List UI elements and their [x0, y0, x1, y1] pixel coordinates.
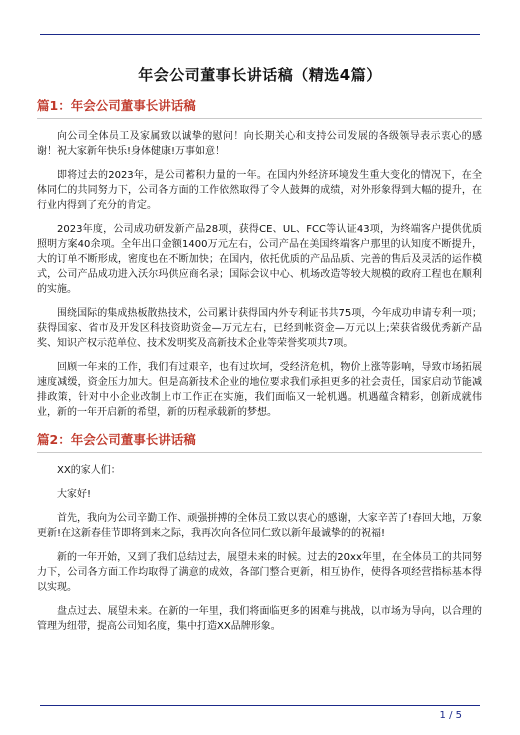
paragraph: 首先，我向为公司辛勤工作、顽强拼搏的全体员工致以衷心的感谢，大家辛苦了!春回大地，万象更新!在这新春佳节即将到来之际，我再次向各位同仁致以新年最诚挚的的祝福! [37, 513, 482, 539]
paragraph: 向公司全体员工及家属致以诚挚的慰问！向长期关心和支持公司发展的各级领导表示衷心的感谢！祝大家新年快乐!身体健康!万事如意！ [37, 131, 482, 157]
header-rule [40, 34, 480, 35]
paragraph: 回顾一年来的工作，我们有过艰辛，也有过坎坷，受经济危机，物价上涨等影响，导致市场拓展速度减缓，资金压力加大。但是高新技术企业的地位要求我们承担更多的社会责任，国家启动节能减排政策，针对中小企业改制上市工作正在实施，我们面临又一轮机遇。机遇蕴含精彩，创新成就伟业，新的一年开启新的希望，新的历程承载新的梦想。 [37, 362, 482, 418]
paragraph: 盘点过去、展望未来。在新的一年里，我们将面临更多的困难与挑战，以市场为导向，以合理的管理为纽带，提高公司知名度，集中打造XX品牌形象。 [37, 606, 482, 632]
paragraph: 大家好! [57, 489, 92, 500]
document-body [37, 98, 482, 643]
section-heading-2: 篇2：年会公司董事长讲话稿 [37, 432, 482, 453]
paragraph: XX的家人们： [57, 465, 121, 476]
paragraph: 围绕国际的集成热板散热技术，公司累计获得国内外专利证书共75项，今年成功申请专利一项；获得国家、省市及开发区科技资助资金—万元左右，已经到帐资金—万元以上;荣获省级优秀新产品奖、知识产权示范单位、技术发明奖及高新技术企业等荣誉奖项共7项。 [37, 308, 482, 349]
paragraph: 2023年度，公司成功研发新产品28项，获得CE、UL、FCC等认证43项，为终端客户提供优质照明方案40余项。全年出口金额1400万元左右，公司产品在美国终端客户那里的认知度不断提升，大的订单不断形成，密度也在不断加快；在国内，依托优质的产品品质、完善的售后及灵活的运作模式，公司产品成功进入沃尔玛供应商名录；国际会议中心、机场改造等较大规模的政府工程也在顺利的实施。 [37, 224, 482, 295]
document-title: 年会公司董事长讲话稿（精选4篇） [138, 66, 382, 84]
page-number: 1 / 5 [439, 710, 462, 721]
paragraph: 新的一年开始，又到了我们总结过去，展望未来的时候。过去的20xx年里，在全体员工的共同努力下，公司各方面工作均取得了满意的成效，各部门整合更新，相互协作，使得各项经营指标基本得以实现。 [37, 552, 482, 593]
section-heading-1: 篇1：年会公司董事长讲话稿 [37, 98, 482, 119]
paragraph: 即将过去的2023年，是公司蓄积力量的一年。在国内外经济环境发生重大变化的情况下，在全体同仁的共同努力下，公司各方面的工作依然取得了令人鼓舞的成绩，对外形象得到大幅的提升，在行业内得到了充分的肯定。 [37, 170, 482, 211]
footer-rule [40, 705, 480, 706]
